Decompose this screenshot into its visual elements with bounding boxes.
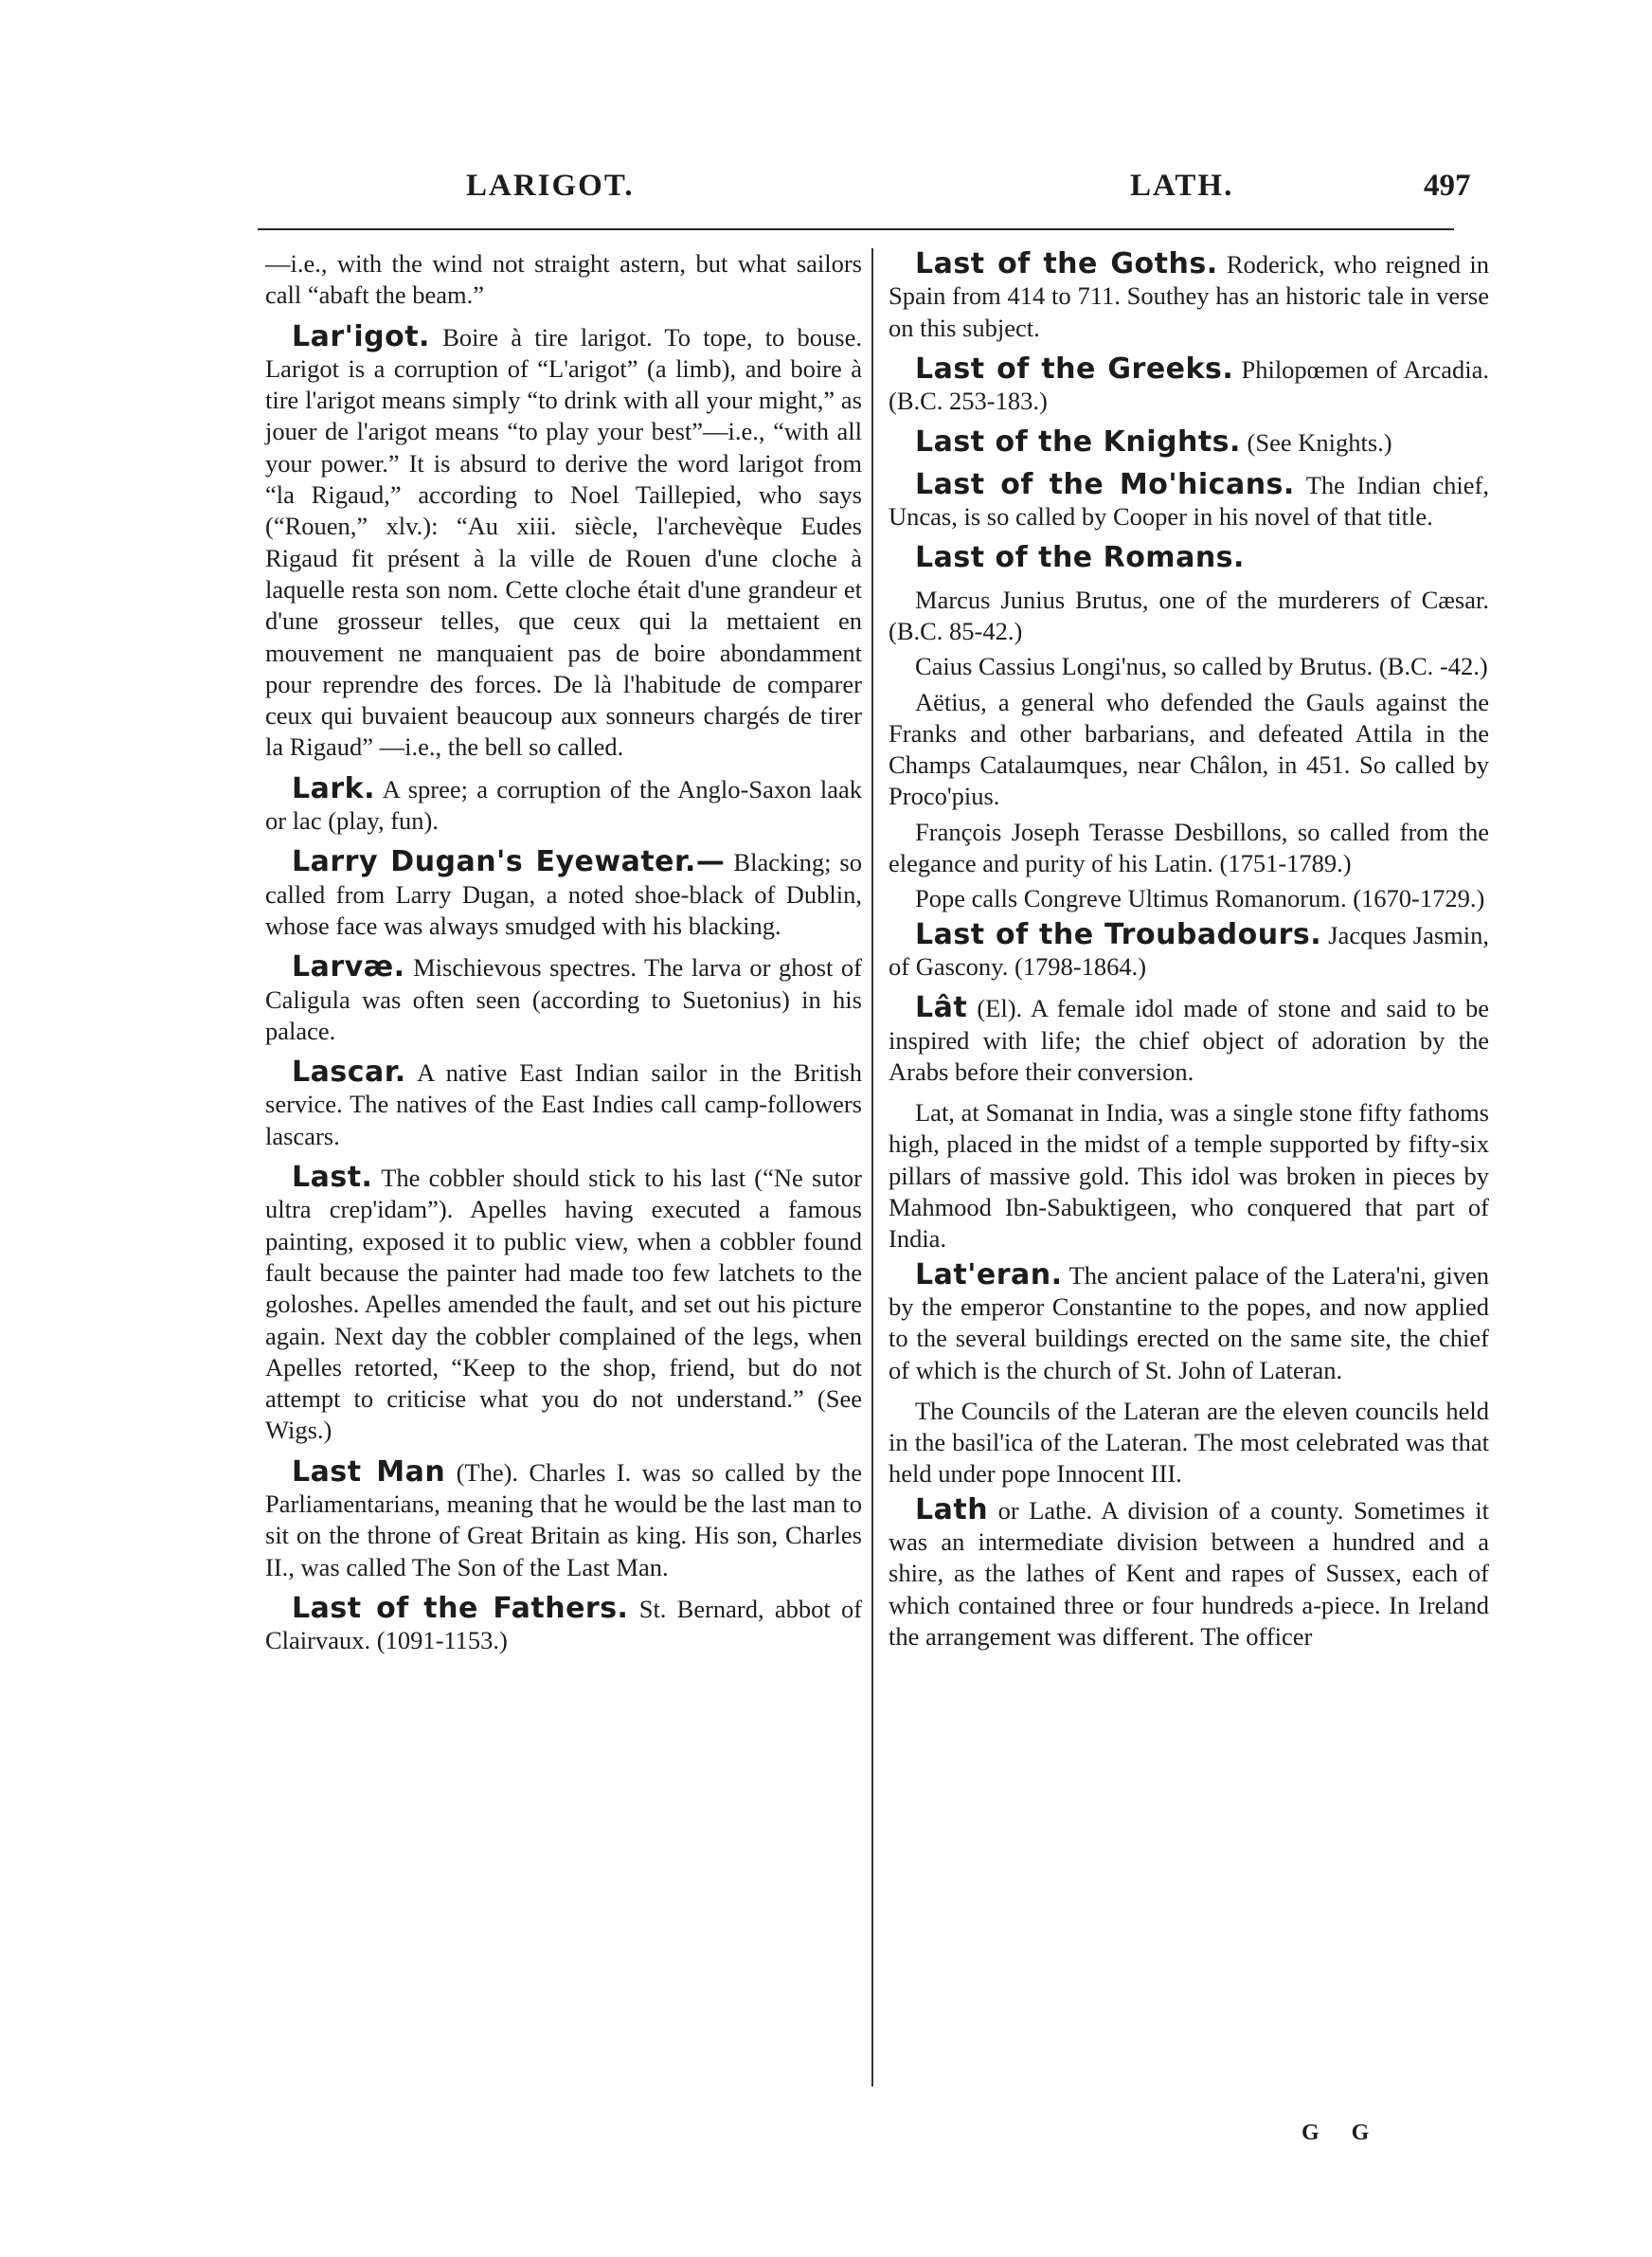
entry-body: Jacques Jasmin, of Gascony. (1798-1864.) [889,920,1489,981]
entry-headword: Lar'igot. [292,319,430,353]
entry-headword: Last Man [292,1454,446,1489]
entry-body: A spree; a corruption of the Anglo-Saxon laak or lac (play, fun). [265,774,862,836]
entry-body: Philopœmen of Arcadia. (B.C. 253-183.) [889,354,1490,416]
entry-body: Caius Cassius Longi'nus, so called by Brutus. (B.C. -42.) [915,652,1488,681]
entry-paragraph [889,585,1489,648]
right-column [889,248,1489,1662]
entry-headword: Larry Dugan's Eyewater.— [292,845,726,879]
left-column [265,248,862,1666]
dictionary-entry [889,248,1489,344]
entry-body: The Councils of the Lateran are the eleven councils held in the basil'ica of the Lateran. The most celebrated was that held under pope Innocent III. [889,1396,1489,1489]
entry-body: Marcus Junius Brutus, one of the murderers of Cæsar. (B.C. 85-42.) [889,585,1489,645]
header-center-word: LATH. [1130,169,1234,203]
entry-headword: Lascar. [292,1056,406,1090]
header-rule [258,228,1454,230]
entry-body: Pope calls Congreve Ultimus Romanorum. (1670-1729.) [915,884,1485,913]
entry-body: Lat, at Somanat in India, was a single stone fifty fathoms high, placed in the midst of a temple supported by fifty-six pillars of massive gold. This idol was broken in pieces by Mahmood Ibn-Sabuktigeen, who conquered that part of India. [889,1098,1489,1254]
running-header [0,169,1652,216]
dictionary-entry [889,542,1489,574]
dictionary-entry [889,919,1489,984]
entry-headword: Last of the Goths. [915,247,1218,280]
dictionary-entry [265,321,862,764]
entry-paragraph [889,687,1489,813]
dictionary-entry [889,426,1489,459]
header-left-word: LARIGOT. [466,169,635,203]
entry-paragraph [889,1396,1489,1490]
entry-headword: Last. [292,1161,373,1195]
entry-body: The cobbler should stick to his last (“Ne sutor ultra crep'idam”). Apelles having executed a famous painting, exposed it to public view, when a cobbler found fault because the painter had made too few latchets to the goloshes. Apelles amended the fault, and set out his picture again. Next day the cobbler complained of the legs, when Apelles retorted, “Keep to the shop, friend, but do not attempt to criticise what you do not understand.” (See Wigs.) [265,1164,862,1445]
signature-mark: G G [1302,2121,1383,2145]
entry-body: Aëtius, a general who defended the Gauls against the Franks and other barbarians, and defeated Attila in the Champs Catalaumques, near Châlon, in 451. So called by Proco'pius. [889,687,1489,811]
entry-headword: Last of the Romans. [915,541,1245,575]
entry-paragraph [889,1097,1489,1255]
entry-body: Roderick, who reigned in Spain from 414 to 711. Southey has an historic tale in verse on this subject. [889,250,1489,342]
entry-headword: Larvæ. [292,950,405,984]
entry-headword: Lât [915,991,968,1025]
entry-body: François Joseph Terasse Desbillons, so called from the elegance and purity of his Latin. (1751-1789.) [889,817,1489,878]
dictionary-entry [265,1056,862,1152]
entry-body: Blacking; so called from Larry Dugan, a noted shoe-black of Dublin, whose face was always smudged with his blacking. [265,848,862,940]
entry-headword: Last of the Troubadours. [915,917,1322,951]
entry-body: (El). A female idol made of stone and said to be inspired with life; the chief object of adoration by the Arabs before their conversion. [889,994,1489,1086]
entry-body: A native East Indian sailor in the British service. The natives of the East Indies call camp-followers lascars. [265,1058,862,1150]
entry-body: —i.e., with the wind not straight astern, but what sailors call “abaft the beam.” [265,249,862,310]
dictionary-entry [889,353,1489,418]
dictionary-entry [265,846,862,942]
dictionary-entry [265,1162,862,1447]
entry-body: Boire à tire larigot. To tope, to bouse. Larigot is a corruption of “L'arigot” (a limb), and boire à tire l'arigot means simply “to drink with all your might,” as jouer de l'arigot means “to play your best”—i.e., “with all your power.” It is absurd to derive the word larigot from “la Rigaud,” according to Noel Taillepied, who says (“Rouen,” xlv.): “Au xiii. siècle, l'archevèque Eudes Rigaud fit présent à la ville de Rouen d'une cloche à laquelle resta son nom. Cette cloche était d'une grandeur et d'une grosseur telles, que ceux qui la mettaient en mouvement ne manquaient pas de boire abondamment pour reprendre des forces. De là l'habitude de comparer ceux qui buvaient beaucoup aux sonneurs chargés de tirer la Rigaud” —i.e., the bell so called. [265,322,862,762]
dictionary-entry [889,469,1489,533]
entry-paragraph [889,817,1489,880]
dictionary-entry [265,951,862,1047]
dictionary-entry [265,1456,862,1583]
dictionary-entry [265,1593,862,1657]
entry-body: The Indian chief, Uncas, is so called by Cooper in his novel of that title. [889,470,1489,532]
entry-headword: Lath [915,1492,989,1526]
column-divider [871,248,873,2086]
entry-headword: Lat'eran. [915,1257,1063,1291]
entry-headword: Last of the Fathers. [292,1591,629,1625]
entry-paragraph [889,651,1489,682]
entry-body: (See Knights.) [1247,428,1392,458]
entry-headword: Lark. [292,771,376,805]
entry-body: (The). Charles I. was so called by the Parliamentarians, meaning that he would be the last man to sit on the throne of Great Britain as king. His son, Charles II., was called The Son of the Last Man. [265,1457,862,1581]
dictionary-entry [265,773,862,838]
entry-paragraph [889,883,1489,914]
page-number: 497 [1424,169,1471,203]
entry-headword: Last of the Mo'hicans. [915,467,1295,501]
entry-body: The ancient palace of the Latera'ni, given by the emperor Constantine to the popes, and now applied to the several buildings erected on the same site, the chief of which is the church of St. John of Lateran. [889,1260,1489,1384]
entry-body: Mischievous spectres. The larva or ghost of Caligula was often seen (according to Suetonius) in his palace. [265,953,863,1045]
entry-body: or Lathe. A division of a county. Sometimes it was an intermediate division between a hundred and a shire, as the lathes of Kent and rapes of Sussex, each of which contained three or four hundreds a-piece. In Ireland the arrangement was different. The officer [889,1495,1489,1651]
entry-headword: Last of the Knights. [915,425,1241,460]
entry-body: St. Bernard, abbot of Clairvaux. (1091-1153.) [265,1594,863,1655]
entry-headword: Last of the Greeks. [915,352,1234,386]
dictionary-entry [889,1494,1489,1652]
dictionary-entry [889,992,1489,1088]
entry-paragraph [265,248,862,312]
dictionary-entry [889,1259,1489,1386]
